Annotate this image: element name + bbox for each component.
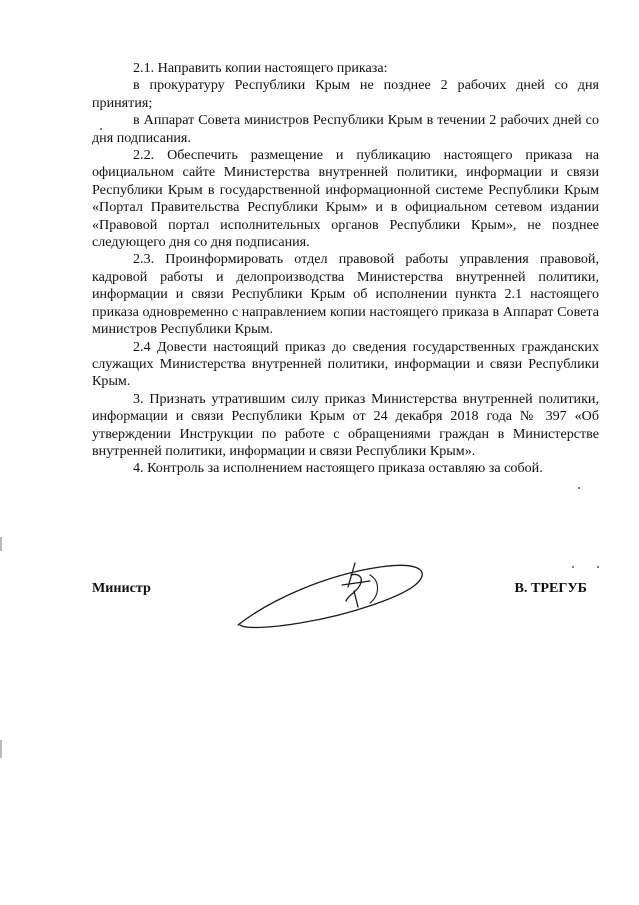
paragraph-2-1-prosecutor: в прокуратуру Республики Крым не позднее 2 рабочих дней со дня принятия; (92, 77, 599, 111)
paragraph-4: 4. Контроль за исполнением настоящего приказа оставляю за собой. (133, 460, 543, 477)
paragraph-2-4: 2.4 Довести настоящий приказ до сведения государственных гражданских служащих Министерства внутренней политики, информации и связи Республики Крым. (92, 338, 599, 390)
handwritten-signature (230, 545, 430, 650)
paragraph-2-2: 2.2. Обеспечить размещение и публикацию настоящего приказа на официальном сайте Министерства внутренней политики, информации и связи Республики Крым в государственной информационной системе Республики Крым «Портал Правительства Республики Крым» и в официальном сетевом издании «Правовой портал исполнительных органов Республики Крым», не позднее следующего дня со дня подписания. (92, 147, 599, 251)
paragraph-2-1-council: в Аппарат Совета министров Республики Крым в течении 2 рабочих дней со дня подписания. (92, 112, 599, 146)
scan-speck (572, 566, 574, 568)
paragraph-2-1: 2.1. Направить копии настоящего приказа: (133, 60, 388, 76)
scan-speck (578, 487, 580, 489)
scan-speck (100, 128, 102, 130)
paragraph-3: 3. Признать утратившим силу приказ Министерства внутренней политики, информации и связи Республики Крым от 24 декабря 2018 года № 397 «Об утверждении Инструкции по работе с обращениями граждан в Министерстве внутренней политики, информации и связи Республики Крым». (92, 390, 599, 459)
scan-edge-mark (0, 740, 2, 758)
scan-speck (597, 566, 599, 568)
signatory-name: В. ТРЕГУБ (514, 580, 587, 596)
paragraph-2-3: 2.3. Проинформировать отдел правовой работы управления правовой, кадровой работы и делопроизводства Министерства внутренней политики, информации и связи Республики Крым об исполнении пункта 2.1 настоящего приказа одновременно с направлением копии настоящего приказа в Аппарат Совета министров Республики Крым. (92, 251, 599, 338)
document-body (92, 60, 599, 478)
signatory-title: Министр (92, 580, 151, 596)
scan-edge-mark (0, 537, 2, 551)
